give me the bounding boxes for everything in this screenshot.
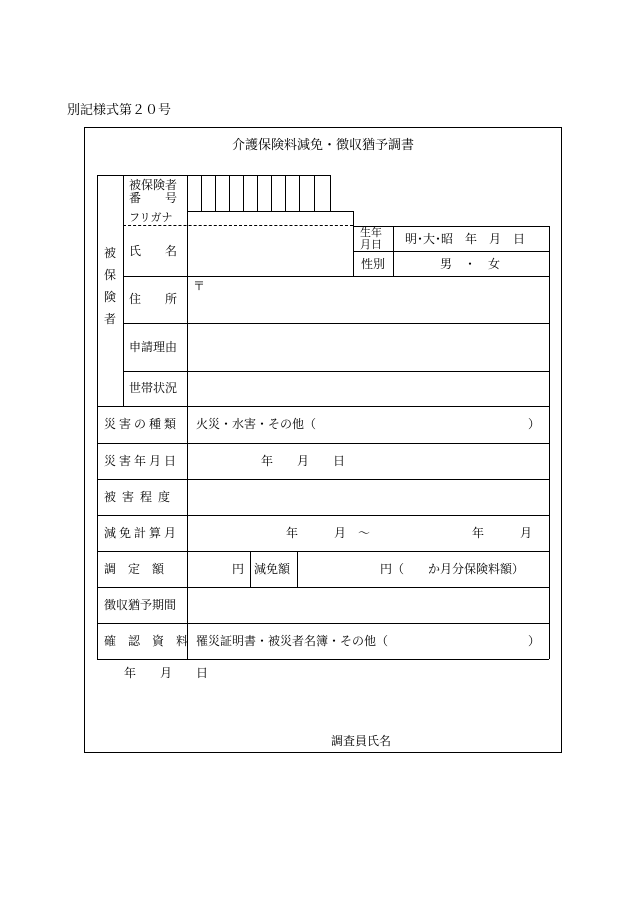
household-status-label: 世帯状況 (129, 381, 178, 395)
form-title: 介護保険料減免・徴収猶予調書 (231, 138, 414, 153)
confirmation-docs-value: 罹災証明書・被災者名簿・その他（ (196, 634, 389, 648)
disaster-date-label: 災害年月日 (104, 454, 180, 468)
insured-number-label: 被保険者 番 号 (129, 178, 178, 205)
address-label: 住 所 (129, 292, 178, 306)
reduction-amount-value: 円（ か月分保険料額） (380, 562, 525, 576)
sex-value: 男 ・ 女 (440, 257, 501, 271)
reduction-month-label: 減免計算月 (104, 526, 180, 540)
confirmation-docs-close: ） (528, 634, 541, 648)
birth-date-value: 明･大･昭 年 月 日 (405, 232, 526, 246)
disaster-type-value: 火災・水害・その他（ (196, 417, 317, 431)
investigator-name-label: 調査員氏名 (331, 734, 392, 748)
reduction-month-from: 年 月 ～ (286, 526, 371, 540)
confirmation-docs-label: 確 認 資 料 (104, 634, 189, 648)
birth-date-label: 生年 月日 (360, 226, 382, 251)
application-reason-label: 申請理由 (129, 340, 178, 354)
form-number: 別記様式第２０号 (67, 103, 172, 118)
postal-mark: 〒 (193, 279, 206, 293)
assessed-yen: 円 (232, 562, 245, 576)
damage-degree-label: 被害程度 (104, 490, 177, 504)
deferral-period-label: 徴収猶予期間 (104, 598, 177, 612)
signature-date: 年 月 日 (124, 666, 209, 680)
reduction-amount-label: 減免額 (254, 562, 291, 576)
sex-label: 性別 (361, 257, 386, 271)
disaster-date-value: 年 月 日 (261, 454, 346, 468)
insured-group-label: 被 保 険 者 (103, 246, 116, 326)
disaster-type-close: ） (528, 417, 541, 431)
furigana-label: フリガナ (129, 211, 173, 224)
assessed-amount-label: 調 定 額 (104, 562, 165, 576)
reduction-month-to: 年 月 (472, 526, 533, 540)
name-label: 氏 名 (129, 244, 178, 258)
disaster-type-label: 災害の種類 (104, 417, 180, 431)
